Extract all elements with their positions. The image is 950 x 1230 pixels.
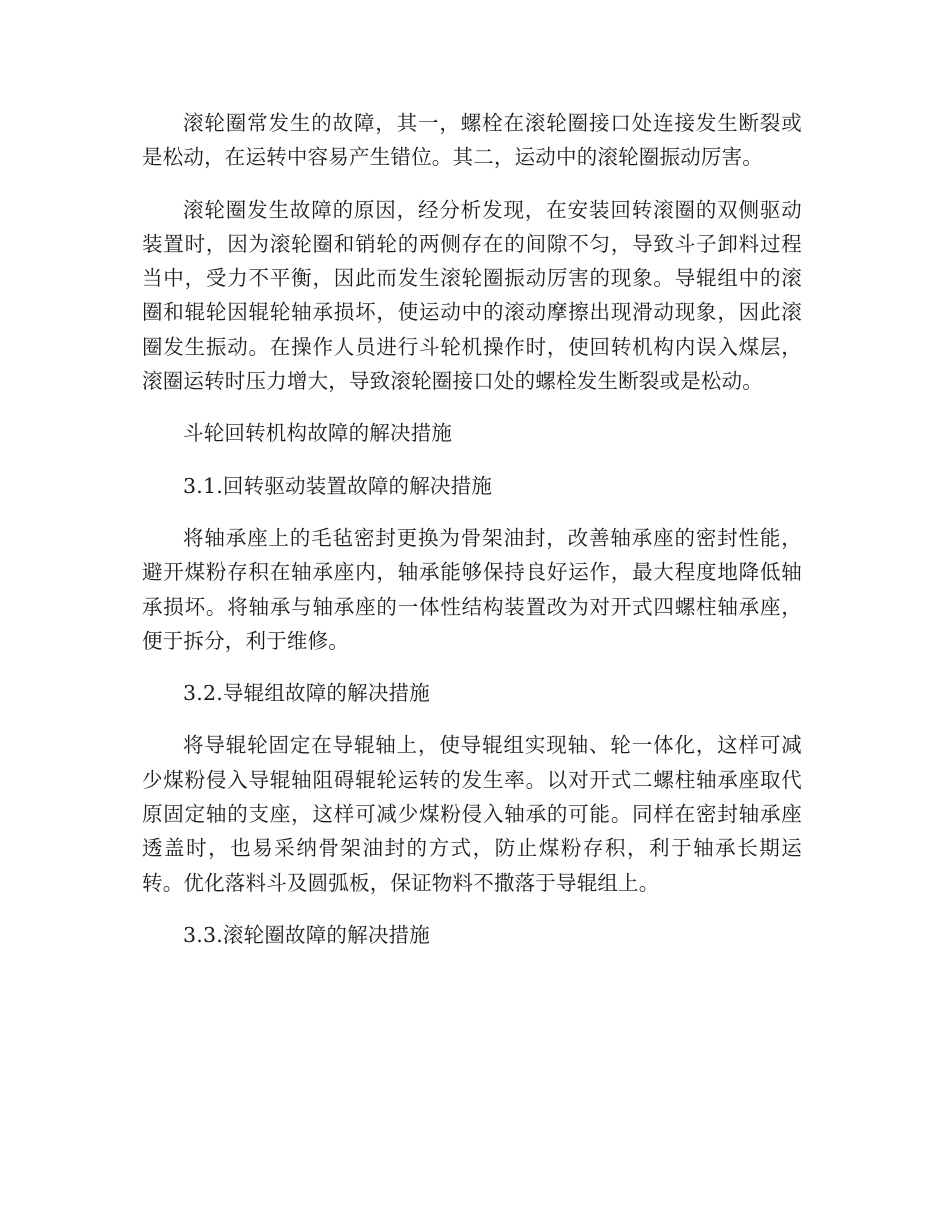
subsection-heading-3-2: 3.2.导辊组故障的解决措施 (183, 681, 430, 706)
paragraph-fault-causes: 滚轮圈发生故障的原因，经分析发现，在安装回转滚圈的双侧驱动装置时，因为滚轮圈和销轮的两侧存在的间隙不匀，导致斗子卸料过程当中，受力不平衡，因此而发生滚轮圈振动厉害的现象。导辊组中的滚圈和辊轮因辊轮轴承损坏，使运动中的滚动摩擦出现滑动现象，因此滚圈发生振动。在操作人员进行斗轮机操作时，使回转机构内误入煤层，滚圈运转时压力增大，导致滚轮圈接口处的螺栓发生断裂或是松动。 (142, 197, 802, 394)
section-heading-solutions: 斗轮回转机构故障的解决措施 (183, 421, 453, 446)
document-body (142, 106, 802, 970)
paragraph-fault-symptoms: 滚轮圈常发生的故障，其一，螺栓在滚轮圈接口处连接发生断裂或是松动，在运转中容易产生错位。其二，运动中的滚轮圈振动厉害。 (142, 111, 802, 170)
paragraph-3-1-body: 将轴承座上的毛毡密封更换为骨架油封，改善轴承座的密封性能，避开煤粉存积在轴承座内，轴承能够保持良好运作，最大程度地降低轴承损坏。将轴承与轴承座的一体性结构装置改为对开式四螺柱轴承座，便于拆分，利于维修。 (142, 525, 802, 653)
subsection-heading-3-3: 3.3.滚轮圈故障的解决措施 (183, 922, 430, 947)
subsection-heading-3-1: 3.1.回转驱动装置故障的解决措施 (183, 473, 493, 498)
paragraph-3-2-body: 将导辊轮固定在导辊轴上，使导辊组实现轴、轮一体化，这样可减少煤粉侵入导辊轴阻碍辊轮运转的发生率。以对开式二螺柱轴承座取代原固定轴的支座，这样可减少煤粉侵入轴承的可能。同样在密封轴承座透盖时，也易采纳骨架油封的方式，防止煤粉存积，利于轴承长期运转。优化落料斗及圆弧板，保证物料不撒落于导辊组上。 (142, 733, 802, 895)
